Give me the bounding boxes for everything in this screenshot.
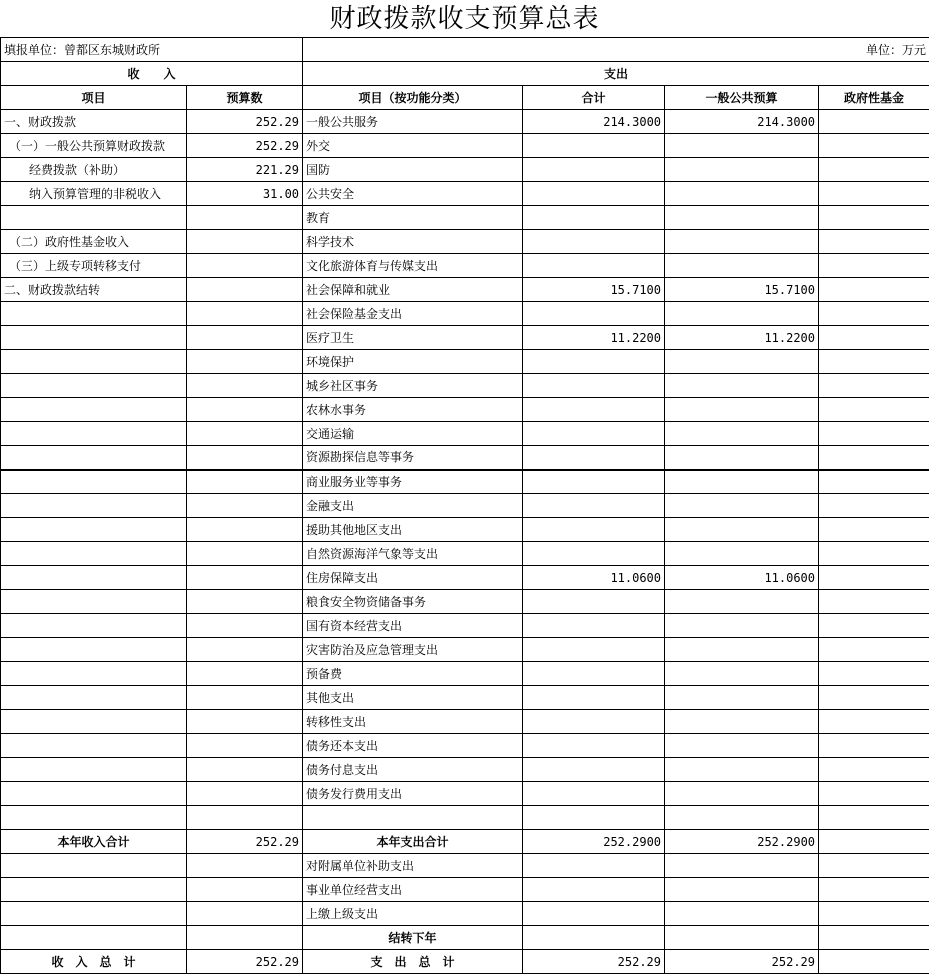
expense-item: 上缴上级支出 <box>303 902 523 926</box>
expense-total <box>523 926 665 950</box>
income-item <box>1 758 187 782</box>
income-budget <box>187 878 303 902</box>
income-item <box>1 302 187 326</box>
expense-general <box>665 782 819 806</box>
income-item <box>1 542 187 566</box>
income-budget <box>187 206 303 230</box>
table-row <box>1 662 929 686</box>
expense-total <box>523 878 665 902</box>
expense-total <box>523 782 665 806</box>
expense-grand: 252.29 <box>523 950 665 974</box>
income-item <box>1 710 187 734</box>
income-budget: 252.29 <box>187 134 303 158</box>
expense-general <box>665 254 819 278</box>
expense-item: 事业单位经营支出 <box>303 878 523 902</box>
income-item: 纳入预算管理的非税收入 <box>1 182 187 206</box>
expense-total <box>523 422 665 446</box>
col-total: 合计 <box>523 86 665 110</box>
table-row <box>1 806 929 830</box>
table-row <box>1 230 929 254</box>
table-row <box>1 614 929 638</box>
income-budget <box>187 350 303 374</box>
income-item <box>1 494 187 518</box>
expense-item: 商业服务业等事务 <box>303 470 523 494</box>
income-item <box>1 782 187 806</box>
expense-item: 其他支出 <box>303 686 523 710</box>
income-item <box>1 470 187 494</box>
expense-item: 转移性支出 <box>303 710 523 734</box>
table-row <box>1 758 929 782</box>
expense-general <box>665 710 819 734</box>
table-body <box>1 38 929 974</box>
expense-item: 社会保障和就业 <box>303 278 523 302</box>
income-grand: 252.29 <box>187 950 303 974</box>
expense-fund <box>819 854 929 878</box>
income-budget: 221.29 <box>187 158 303 182</box>
expense-total <box>523 854 665 878</box>
income-header: 收 入 <box>1 62 303 86</box>
expense-total <box>523 254 665 278</box>
expense-fund <box>819 110 929 134</box>
income-budget <box>187 710 303 734</box>
expense-fund <box>819 134 929 158</box>
expense-general <box>665 902 819 926</box>
table-row <box>1 494 929 518</box>
expense-item: 国防 <box>303 158 523 182</box>
expense-total <box>523 134 665 158</box>
income-budget <box>187 278 303 302</box>
section-header-row <box>1 62 929 86</box>
income-item <box>1 566 187 590</box>
expense-general <box>665 398 819 422</box>
table-row <box>1 902 929 926</box>
expense-total: 11.0600 <box>523 566 665 590</box>
table-row <box>1 398 929 422</box>
grand-total-row <box>1 950 929 974</box>
expense-general <box>665 470 819 494</box>
income-budget <box>187 662 303 686</box>
expense-fund <box>819 710 929 734</box>
expense-general <box>665 302 819 326</box>
expense-total <box>523 470 665 494</box>
expense-general <box>665 494 819 518</box>
income-item <box>1 374 187 398</box>
income-budget <box>187 614 303 638</box>
expense-fund <box>819 254 929 278</box>
expense-general <box>665 758 819 782</box>
year-expense-general: 252.2900 <box>665 830 819 854</box>
income-budget <box>187 734 303 758</box>
expense-fund <box>819 614 929 638</box>
expense-item: 环境保护 <box>303 350 523 374</box>
expense-item: 援助其他地区支出 <box>303 518 523 542</box>
year-income-total: 252.29 <box>187 830 303 854</box>
table-row <box>1 878 929 902</box>
table-row <box>1 182 929 206</box>
expense-item: 交通运输 <box>303 422 523 446</box>
expense-item: 教育 <box>303 206 523 230</box>
col-item-by-function: 项目（按功能分类） <box>303 86 523 110</box>
expense-fund <box>819 278 929 302</box>
expense-fund <box>819 590 929 614</box>
expense-total <box>523 518 665 542</box>
income-item <box>1 902 187 926</box>
table-row <box>1 566 929 590</box>
expense-item: 外交 <box>303 134 523 158</box>
expense-general <box>665 686 819 710</box>
table-row <box>1 278 929 302</box>
income-item <box>1 926 187 950</box>
expense-total <box>523 398 665 422</box>
expense-total <box>523 758 665 782</box>
income-budget <box>187 374 303 398</box>
expense-fund <box>819 302 929 326</box>
unit-right: 单位：万元 <box>303 38 929 62</box>
expense-item: 国有资本经营支出 <box>303 614 523 638</box>
expense-total <box>523 614 665 638</box>
carryover-label: 结转下年 <box>303 926 523 950</box>
table-row <box>1 518 929 542</box>
col-budget: 预算数 <box>187 86 303 110</box>
year-income-total-label: 本年收入合计 <box>1 830 187 854</box>
income-budget <box>187 758 303 782</box>
income-item <box>1 854 187 878</box>
expense-general <box>665 422 819 446</box>
year-total-row <box>1 830 929 854</box>
expense-total <box>523 494 665 518</box>
income-budget <box>187 422 303 446</box>
income-budget <box>187 398 303 422</box>
expense-general <box>665 134 819 158</box>
table-row <box>1 326 929 350</box>
table-row <box>1 422 929 446</box>
col-general: 一般公共预算 <box>665 86 819 110</box>
expense-general <box>665 542 819 566</box>
income-budget <box>187 446 303 470</box>
income-item <box>1 398 187 422</box>
income-budget <box>187 254 303 278</box>
expense-total <box>523 158 665 182</box>
expense-fund <box>819 230 929 254</box>
expense-general <box>665 158 819 182</box>
expense-general <box>665 230 819 254</box>
expense-total: 214.3000 <box>523 110 665 134</box>
year-expense-fund <box>819 830 929 854</box>
income-budget: 31.00 <box>187 182 303 206</box>
income-item: （三）上级专项转移支付 <box>1 254 187 278</box>
income-grand-label: 收 入 总 计 <box>1 950 187 974</box>
expense-fund <box>819 806 929 830</box>
expense-general: 11.0600 <box>665 566 819 590</box>
col-item: 项目 <box>1 86 187 110</box>
expense-general <box>665 878 819 902</box>
expense-item: 社会保险基金支出 <box>303 302 523 326</box>
expense-fund <box>819 902 929 926</box>
expense-general: 15.7100 <box>665 278 819 302</box>
expense-item: 自然资源海洋气象等支出 <box>303 542 523 566</box>
expense-fund <box>819 398 929 422</box>
expense-grand-label: 支 出 总 计 <box>303 950 523 974</box>
expense-general <box>665 638 819 662</box>
expense-fund <box>819 350 929 374</box>
expense-item: 金融支出 <box>303 494 523 518</box>
carryover-row <box>1 926 929 950</box>
expense-item: 文化旅游体育与传媒支出 <box>303 254 523 278</box>
expense-header: 支出 <box>303 62 929 86</box>
expense-fund <box>819 206 929 230</box>
table-row <box>1 158 929 182</box>
expense-fund <box>819 734 929 758</box>
income-item <box>1 638 187 662</box>
income-budget <box>187 302 303 326</box>
column-header-row <box>1 86 929 110</box>
income-budget <box>187 806 303 830</box>
expense-item: 对附属单位补助支出 <box>303 854 523 878</box>
income-budget <box>187 518 303 542</box>
table-row <box>1 854 929 878</box>
expense-item: 资源勘探信息等事务 <box>303 446 523 470</box>
expense-general <box>665 182 819 206</box>
income-item <box>1 422 187 446</box>
income-budget <box>187 926 303 950</box>
expense-fund <box>819 566 929 590</box>
expense-general <box>665 926 819 950</box>
table-row <box>1 686 929 710</box>
table-row <box>1 542 929 566</box>
income-budget: 252.29 <box>187 110 303 134</box>
income-item: 一、财政拨款 <box>1 110 187 134</box>
table-row <box>1 734 929 758</box>
expense-fund <box>819 686 929 710</box>
table-row <box>1 782 929 806</box>
table-row <box>1 590 929 614</box>
expense-item: 公共安全 <box>303 182 523 206</box>
expense-total: 15.7100 <box>523 278 665 302</box>
table-row <box>1 710 929 734</box>
table-row <box>1 446 929 470</box>
expense-general <box>665 374 819 398</box>
expense-item: 债务付息支出 <box>303 758 523 782</box>
unit-row <box>1 38 929 62</box>
income-item <box>1 686 187 710</box>
expense-item: 灾害防治及应急管理支出 <box>303 638 523 662</box>
expense-total <box>523 806 665 830</box>
income-item <box>1 518 187 542</box>
expense-general <box>665 614 819 638</box>
expense-general <box>665 518 819 542</box>
expense-fund <box>819 662 929 686</box>
table-row <box>1 374 929 398</box>
income-item <box>1 662 187 686</box>
expense-total <box>523 446 665 470</box>
expense-total <box>523 638 665 662</box>
income-item <box>1 446 187 470</box>
income-item <box>1 350 187 374</box>
income-item: （二）政府性基金收入 <box>1 230 187 254</box>
expense-total <box>523 230 665 254</box>
expense-general <box>665 590 819 614</box>
expense-total <box>523 734 665 758</box>
expense-item: 债务还本支出 <box>303 734 523 758</box>
income-budget <box>187 494 303 518</box>
expense-total <box>523 206 665 230</box>
page-title: 财政拨款收支预算总表 <box>329 4 600 34</box>
income-item <box>1 806 187 830</box>
expense-item: 一般公共服务 <box>303 110 523 134</box>
income-budget <box>187 326 303 350</box>
expense-item: 科学技术 <box>303 230 523 254</box>
expense-item: 城乡社区事务 <box>303 374 523 398</box>
year-expense-total-label: 本年支出合计 <box>303 830 523 854</box>
table-row <box>1 110 929 134</box>
income-item: 二、财政拨款结转 <box>1 278 187 302</box>
expense-total <box>523 902 665 926</box>
expense-general <box>665 350 819 374</box>
table-row <box>1 638 929 662</box>
income-item <box>1 206 187 230</box>
expense-fund <box>819 470 929 494</box>
budget-table <box>0 37 929 974</box>
expense-item: 医疗卫生 <box>303 326 523 350</box>
table-row <box>1 470 929 494</box>
expense-total <box>523 662 665 686</box>
expense-fund <box>819 638 929 662</box>
expense-fund <box>819 446 929 470</box>
income-item <box>1 614 187 638</box>
expense-general <box>665 206 819 230</box>
income-budget <box>187 470 303 494</box>
expense-fund <box>819 518 929 542</box>
income-item: 经费拨款（补助） <box>1 158 187 182</box>
income-budget <box>187 566 303 590</box>
income-budget <box>187 638 303 662</box>
expense-general: 214.3000 <box>665 110 819 134</box>
expense-total <box>523 350 665 374</box>
expense-total <box>523 686 665 710</box>
expense-item: 粮食安全物资储备事务 <box>303 590 523 614</box>
expense-item: 农林水事务 <box>303 398 523 422</box>
income-item <box>1 878 187 902</box>
expense-total: 11.2200 <box>523 326 665 350</box>
income-budget <box>187 854 303 878</box>
income-budget <box>187 782 303 806</box>
income-budget <box>187 686 303 710</box>
expense-grand-fund <box>819 950 929 974</box>
expense-total <box>523 542 665 566</box>
expense-fund <box>819 374 929 398</box>
table-row <box>1 302 929 326</box>
expense-total <box>523 590 665 614</box>
expense-fund <box>819 158 929 182</box>
col-fund: 政府性基金 <box>819 86 929 110</box>
title-row <box>0 0 929 38</box>
expense-total <box>523 710 665 734</box>
year-expense-total: 252.2900 <box>523 830 665 854</box>
income-item <box>1 590 187 614</box>
expense-general <box>665 806 819 830</box>
unit-left: 填报单位：曾都区东城财政所 <box>1 38 303 62</box>
expense-general <box>665 854 819 878</box>
table-row <box>1 254 929 278</box>
expense-item: 住房保障支出 <box>303 566 523 590</box>
income-budget <box>187 902 303 926</box>
expense-fund <box>819 878 929 902</box>
expense-item: 债务发行费用支出 <box>303 782 523 806</box>
expense-fund <box>819 326 929 350</box>
expense-item <box>303 806 523 830</box>
expense-fund <box>819 926 929 950</box>
expense-general <box>665 662 819 686</box>
expense-fund <box>819 542 929 566</box>
income-budget <box>187 542 303 566</box>
expense-fund <box>819 758 929 782</box>
expense-fund <box>819 422 929 446</box>
income-budget <box>187 230 303 254</box>
expense-total <box>523 302 665 326</box>
expense-general <box>665 734 819 758</box>
income-item <box>1 734 187 758</box>
expense-grand-general: 252.29 <box>665 950 819 974</box>
income-item: （一）一般公共预算财政拨款 <box>1 134 187 158</box>
expense-fund <box>819 782 929 806</box>
expense-total <box>523 182 665 206</box>
table-row <box>1 134 929 158</box>
table-row <box>1 206 929 230</box>
income-budget <box>187 590 303 614</box>
income-item <box>1 326 187 350</box>
expense-item: 预备费 <box>303 662 523 686</box>
table-row <box>1 350 929 374</box>
expense-fund <box>819 182 929 206</box>
expense-general: 11.2200 <box>665 326 819 350</box>
expense-fund <box>819 494 929 518</box>
expense-general <box>665 446 819 470</box>
expense-total <box>523 374 665 398</box>
